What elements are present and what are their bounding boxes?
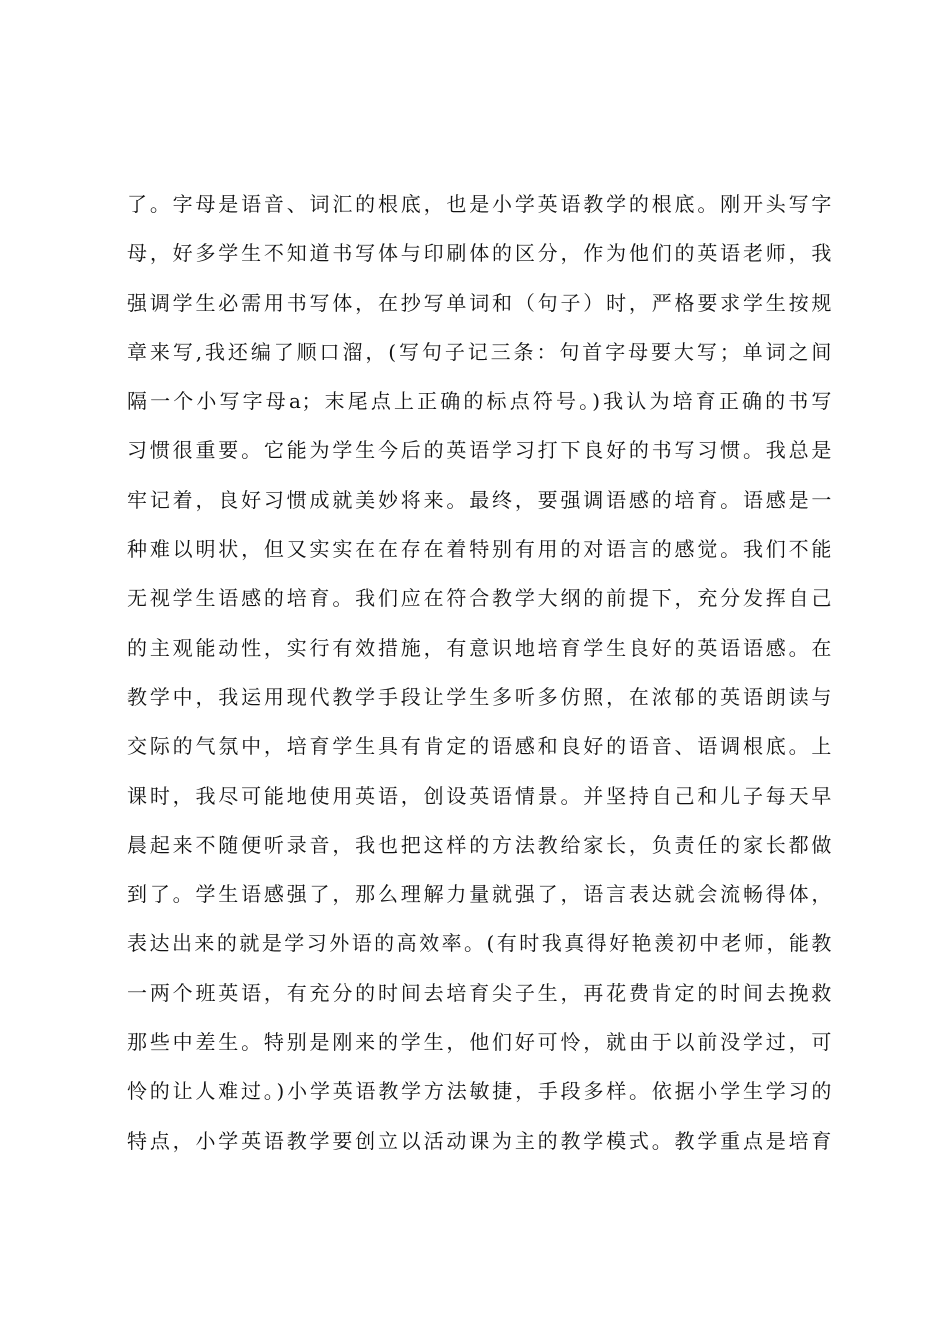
text-line: 章来写,我还编了顺口溜，(写句子记三条：句首字母要大写；单词之间 (127, 339, 832, 364)
text-line: 教学中，我运用现代教学手段让学生多听多仿照，在浓郁的英语朗读与 (127, 684, 832, 709)
text-line: 种难以明状，但又实实在在存在着特别有用的对语言的感觉。我们不能 (127, 537, 832, 562)
text-line: 的主观能动性，实行有效措施，有意识地培育学生良好的英语语感。在 (127, 635, 832, 660)
text-line: 交际的气氛中，培育学生具有肯定的语感和良好的语音、语调根底。上 (127, 734, 832, 759)
text-line: 隔一个小写字母a；末尾点上正确的标点符号。)我认为培育正确的书写 (127, 389, 832, 414)
text-line: 习惯很重要。它能为学生今后的英语学习打下良好的书写习惯。我总是 (127, 438, 832, 463)
text-line: 表达出来的就是学习外语的高效率。(有时我真得好艳羡初中老师，能教 (127, 931, 832, 956)
text-line: 无视学生语感的培育。我们应在符合教学大纲的前提下，充分发挥自己 (127, 586, 832, 611)
text-line: 强调学生必需用书写体，在抄写单词和（句子）时，严格要求学生按规 (127, 290, 832, 315)
text-line: 了。字母是语音、词汇的根底，也是小学英语教学的根底。刚开头写字 (127, 192, 832, 216)
body-text (127, 180, 832, 1166)
text-line: 到了。学生语感强了，那么理解力量就强了，语言表达就会流畅得体， (127, 882, 832, 907)
text-line: 一两个班英语，有充分的时间去培育尖子生，再花费肯定的时间去挽救 (127, 980, 832, 1005)
text-line: 特点，小学英语教学要创立以活动课为主的教学模式。教学重点是培育 (127, 1128, 832, 1153)
text-line: 晨起来不随便听录音，我也把这样的方法教给家长，负责任的家长都做 (127, 832, 832, 857)
text-line: 那些中差生。特别是刚来的学生，他们好可怜，就由于以前没学过，可 (127, 1030, 832, 1055)
text-line: 牢记着，良好习惯成就美妙将来。最终，要强调语感的培育。语感是一 (127, 487, 832, 512)
text-line: 课时，我尽可能地使用英语，创设英语情景。并坚持自己和儿子每天早 (127, 783, 832, 808)
text-line: 母，好多学生不知道书写体与印刷体的区分，作为他们的英语老师，我 (127, 241, 832, 266)
text-line: 怜的让人难过。)小学英语教学方法敏捷，手段多样。依据小学生学习的 (127, 1079, 832, 1104)
